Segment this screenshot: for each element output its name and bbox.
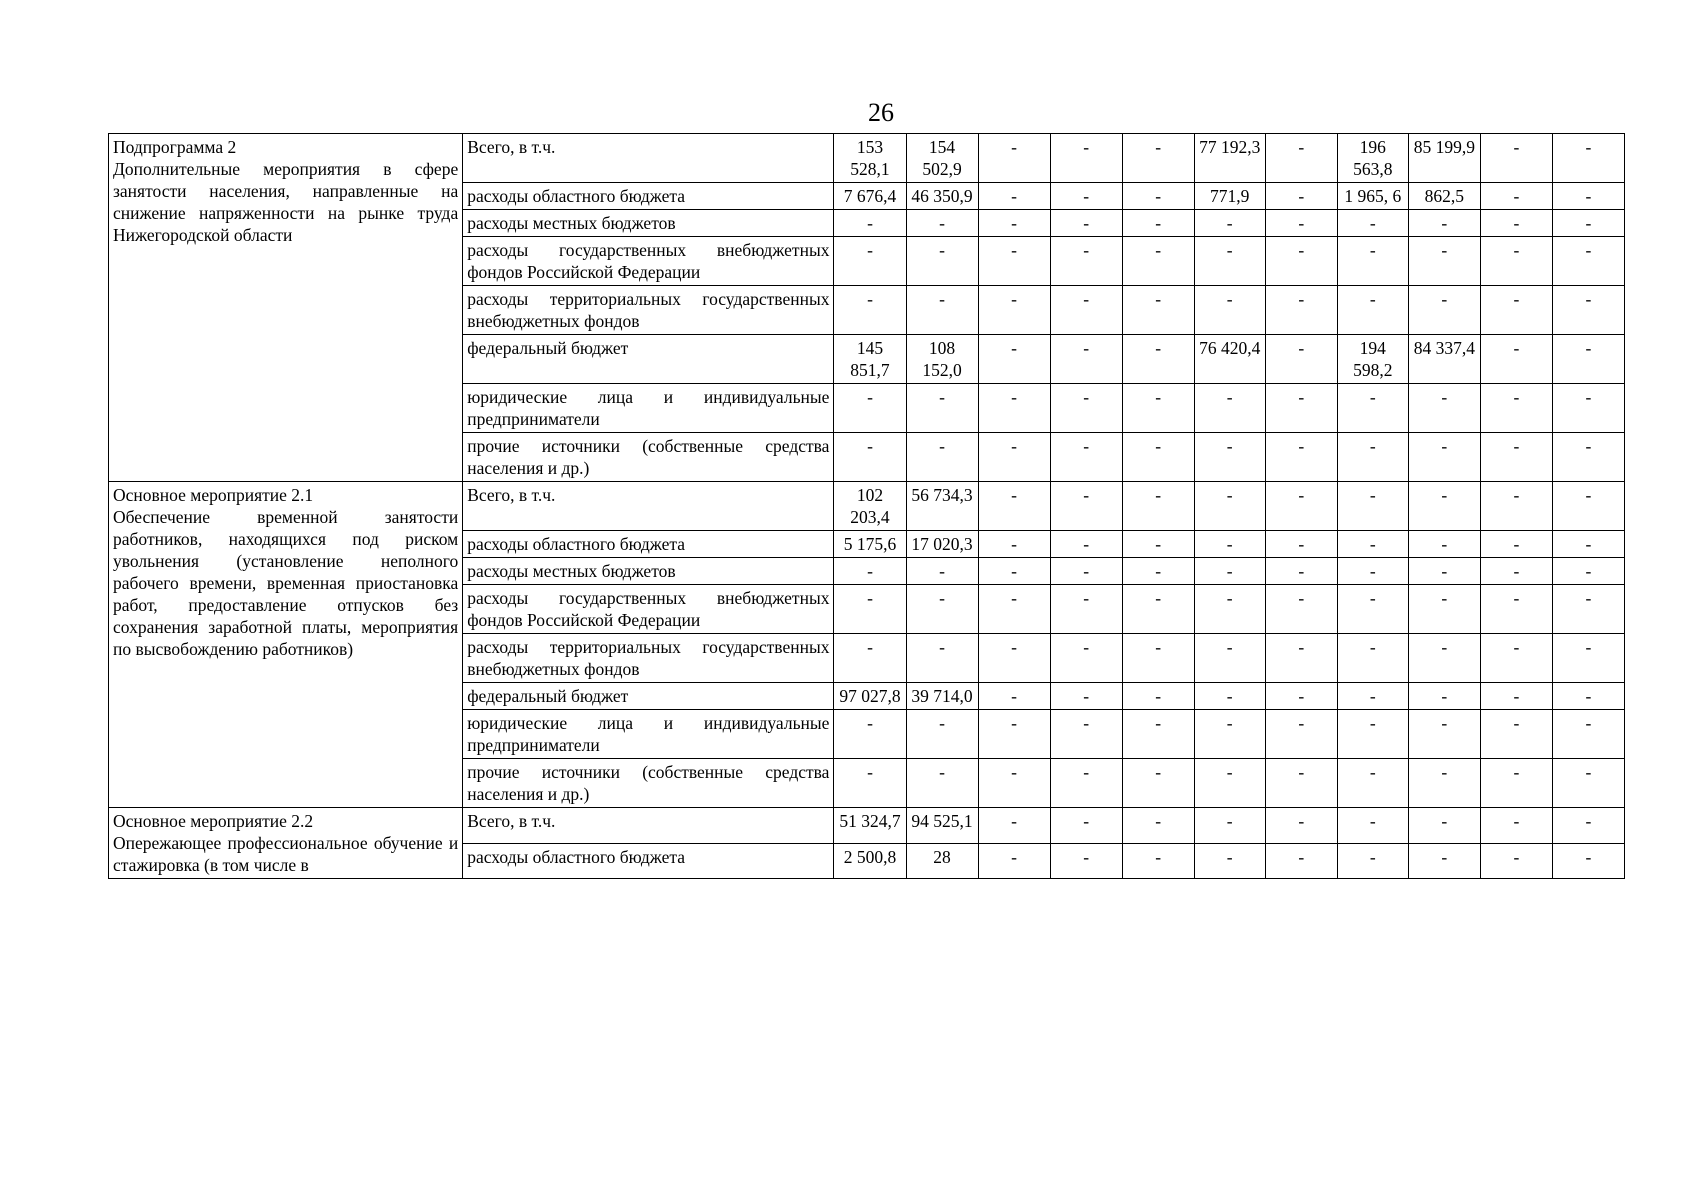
value-cell: - [1265,683,1337,710]
value-cell: - [1194,384,1265,433]
value-cell: - [978,335,1050,384]
value-cell: - [978,843,1050,879]
value-cell: - [834,210,906,237]
value-cell: - [1122,183,1194,210]
value-cell: - [1552,843,1624,879]
table-body [109,134,1625,879]
value-cell: - [1050,710,1122,759]
value-cell: - [1480,531,1552,558]
value-cell: - [1408,843,1480,879]
value-cell: - [1050,237,1122,286]
value-cell: - [1194,482,1265,531]
funding-source: расходы областного бюджета [463,183,834,210]
value-cell: - [1122,558,1194,585]
value-cell: - [1265,531,1337,558]
value-cell: 39 714,0 [906,683,978,710]
value-cell: - [978,759,1050,808]
value-cell: - [906,710,978,759]
value-cell: - [1408,683,1480,710]
value-cell: - [1408,482,1480,531]
value-cell: - [1122,808,1194,844]
value-cell: - [1337,683,1408,710]
value-cell: - [1122,585,1194,634]
value-cell: - [1552,759,1624,808]
value-cell: - [1337,210,1408,237]
value-cell: - [1050,808,1122,844]
funding-source: юридические лица и индивидуальные предприниматели [463,710,834,759]
table-row [109,482,1625,531]
value-cell: - [834,634,906,683]
value-cell: - [1480,183,1552,210]
value-cell: - [1552,134,1624,183]
value-cell: - [834,710,906,759]
value-cell: - [1122,843,1194,879]
value-cell: - [1552,585,1624,634]
value-cell: - [906,237,978,286]
value-cell: 76 420,4 [1194,335,1265,384]
value-cell: - [1194,237,1265,286]
value-cell: 56 734,3 [906,482,978,531]
value-cell: - [906,210,978,237]
value-cell: - [978,634,1050,683]
value-cell: - [1552,286,1624,335]
value-cell: - [1265,183,1337,210]
program-description: Обеспечение временной занятости работников, находящихся под риском увольнения (установление неполного рабочего времени, временная приостановка работ, предоставление отпусков без сохранения заработной платы, мероприятия по высвобождению работников) [113,507,459,659]
program-title: Основное мероприятие 2.2 [113,811,314,831]
value-cell: - [834,759,906,808]
program-cell [109,134,463,482]
value-cell: - [1480,634,1552,683]
value-cell: - [1552,558,1624,585]
value-cell: - [1122,531,1194,558]
value-cell: - [978,384,1050,433]
value-cell: 46 350,9 [906,183,978,210]
value-cell: - [1337,237,1408,286]
value-cell: - [1337,286,1408,335]
program-description: Дополнительные мероприятия в сфере занятости населения, направленные на снижение напряженности на рынке труда Нижегородской области [113,159,459,245]
funding-source: расходы территориальных государственных внебюджетных фондов [463,634,834,683]
value-cell: - [1552,683,1624,710]
value-cell: - [1552,384,1624,433]
value-cell: 5 175,6 [834,531,906,558]
value-cell: - [1050,759,1122,808]
value-cell: 84 337,4 [1408,335,1480,384]
value-cell: - [1050,183,1122,210]
value-cell: 17 020,3 [906,531,978,558]
value-cell: - [1552,237,1624,286]
funding-table [108,133,1625,879]
value-cell: - [1194,531,1265,558]
value-cell: - [978,237,1050,286]
funding-source: федеральный бюджет [463,683,834,710]
value-cell: - [1050,558,1122,585]
value-cell: - [1122,710,1194,759]
value-cell: - [1480,585,1552,634]
value-cell: - [906,384,978,433]
value-cell: - [906,585,978,634]
value-cell: - [1480,384,1552,433]
value-cell: - [1337,384,1408,433]
page-number: 26 [868,98,894,127]
value-cell: - [1194,759,1265,808]
value-cell: - [1480,237,1552,286]
value-cell: - [978,531,1050,558]
value-cell: - [978,683,1050,710]
value-cell: - [1408,634,1480,683]
value-cell: - [1480,683,1552,710]
value-cell: - [1194,558,1265,585]
value-cell: - [1552,808,1624,844]
funding-source: расходы местных бюджетов [463,210,834,237]
value-cell: - [978,433,1050,482]
value-cell: - [1194,585,1265,634]
value-cell: 196 563,8 [1337,134,1408,183]
value-cell: - [978,210,1050,237]
funding-source: Всего, в т.ч. [463,482,834,531]
value-cell: - [1552,433,1624,482]
value-cell: 153 528,1 [834,134,906,183]
value-cell: - [1408,384,1480,433]
funding-source: Всего, в т.ч. [463,808,834,844]
value-cell: - [1265,286,1337,335]
value-cell: - [1265,843,1337,879]
value-cell: - [1122,482,1194,531]
value-cell: - [1265,558,1337,585]
value-cell: - [1552,634,1624,683]
value-cell: - [1050,482,1122,531]
value-cell: - [1337,808,1408,844]
value-cell: - [1480,710,1552,759]
value-cell: - [1265,634,1337,683]
value-cell: - [1265,759,1337,808]
value-cell: 194 598,2 [1337,335,1408,384]
table-row [109,134,1625,183]
value-cell: - [978,286,1050,335]
value-cell: - [906,634,978,683]
value-cell: - [1122,335,1194,384]
funding-source: расходы местных бюджетов [463,558,834,585]
value-cell: - [978,482,1050,531]
value-cell: - [1552,531,1624,558]
value-cell: - [1122,210,1194,237]
value-cell: - [1194,286,1265,335]
program-cell [109,482,463,808]
funding-source: прочие источники (собственные средства населения и др.) [463,759,834,808]
value-cell: - [978,585,1050,634]
funding-source: расходы областного бюджета [463,843,834,879]
value-cell: - [1337,585,1408,634]
value-cell: - [1337,710,1408,759]
value-cell: - [1480,433,1552,482]
value-cell: - [1408,286,1480,335]
value-cell: - [978,808,1050,844]
value-cell: - [834,237,906,286]
value-cell: 97 027,8 [834,683,906,710]
value-cell: - [1480,843,1552,879]
value-cell: - [1050,634,1122,683]
value-cell: - [1480,558,1552,585]
value-cell: - [1265,482,1337,531]
value-cell: - [1050,286,1122,335]
value-cell: - [1480,482,1552,531]
value-cell: - [1265,134,1337,183]
value-cell: - [1408,433,1480,482]
value-cell: - [906,759,978,808]
value-cell: - [1265,335,1337,384]
value-cell: 771,9 [1194,183,1265,210]
value-cell: - [1265,237,1337,286]
value-cell: - [1480,134,1552,183]
value-cell: - [1337,759,1408,808]
value-cell: - [1050,585,1122,634]
value-cell: - [1194,683,1265,710]
value-cell: - [906,286,978,335]
value-cell: - [1408,710,1480,759]
value-cell: - [1408,759,1480,808]
value-cell: 28 [906,843,978,879]
value-cell: - [978,183,1050,210]
value-cell: - [1408,531,1480,558]
funding-source: юридические лица и индивидуальные предприниматели [463,384,834,433]
value-cell: - [1480,808,1552,844]
value-cell: - [1265,384,1337,433]
value-cell: - [1050,843,1122,879]
value-cell: - [1552,710,1624,759]
value-cell: - [1050,335,1122,384]
value-cell: 2 500,8 [834,843,906,879]
value-cell: - [978,558,1050,585]
funding-source: Всего, в т.ч. [463,134,834,183]
value-cell: - [1337,482,1408,531]
funding-source: расходы государственных внебюджетных фондов Российской Федерации [463,237,834,286]
value-cell: - [1050,134,1122,183]
funding-source: расходы государственных внебюджетных фондов Российской Федерации [463,585,834,634]
value-cell: - [1337,634,1408,683]
value-cell: 154 502,9 [906,134,978,183]
program-cell [109,808,463,879]
value-cell: - [1194,710,1265,759]
value-cell: - [1408,585,1480,634]
funding-source: прочие источники (собственные средства населения и др.) [463,433,834,482]
value-cell: - [1194,433,1265,482]
value-cell: - [1480,335,1552,384]
value-cell: 94 525,1 [906,808,978,844]
program-description: Опережающее профессиональное обучение и стажировка (в том числе в [113,833,459,875]
value-cell: - [1122,759,1194,808]
value-cell: 102 203,4 [834,482,906,531]
program-title: Подпрограмма 2 [113,137,237,157]
value-cell: - [1194,843,1265,879]
value-cell: - [1408,237,1480,286]
value-cell: - [978,134,1050,183]
value-cell: - [834,433,906,482]
value-cell: 77 192,3 [1194,134,1265,183]
value-cell: - [1480,759,1552,808]
value-cell: - [1265,585,1337,634]
value-cell: - [1337,843,1408,879]
value-cell: - [1265,433,1337,482]
value-cell: - [1122,134,1194,183]
value-cell: - [834,286,906,335]
value-cell: - [834,585,906,634]
value-cell: - [1194,808,1265,844]
value-cell: - [1050,531,1122,558]
value-cell: - [1552,482,1624,531]
funding-source: федеральный бюджет [463,335,834,384]
value-cell: - [1408,558,1480,585]
value-cell: - [1337,531,1408,558]
value-cell: - [1480,210,1552,237]
value-cell: - [1122,384,1194,433]
value-cell: - [1408,808,1480,844]
value-cell: - [1552,210,1624,237]
value-cell: - [1122,683,1194,710]
value-cell: - [834,558,906,585]
value-cell: - [1552,335,1624,384]
value-cell: - [1050,210,1122,237]
value-cell: - [1265,808,1337,844]
value-cell: 85 199,9 [1408,134,1480,183]
value-cell: 145 851,7 [834,335,906,384]
value-cell: - [1122,237,1194,286]
program-title: Основное мероприятие 2.1 [113,485,314,505]
value-cell: - [1480,286,1552,335]
value-cell: - [906,558,978,585]
value-cell: 862,5 [1408,183,1480,210]
value-cell: - [834,384,906,433]
value-cell: - [1122,286,1194,335]
value-cell: - [1337,433,1408,482]
value-cell: - [1050,384,1122,433]
value-cell: - [1552,183,1624,210]
value-cell: - [906,433,978,482]
value-cell: - [978,710,1050,759]
value-cell: 1 965, 6 [1337,183,1408,210]
value-cell: - [1122,634,1194,683]
value-cell: 51 324,7 [834,808,906,844]
funding-source: расходы территориальных государственных внебюджетных фондов [463,286,834,335]
value-cell: 108 152,0 [906,335,978,384]
value-cell: - [1050,683,1122,710]
value-cell: - [1265,210,1337,237]
value-cell: - [1194,634,1265,683]
funding-source: расходы областного бюджета [463,531,834,558]
value-cell: 7 676,4 [834,183,906,210]
value-cell: - [1408,210,1480,237]
value-cell: - [1122,433,1194,482]
value-cell: - [1194,210,1265,237]
value-cell: - [1337,558,1408,585]
value-cell: - [1050,433,1122,482]
table-row [109,808,1625,844]
value-cell: - [1265,710,1337,759]
